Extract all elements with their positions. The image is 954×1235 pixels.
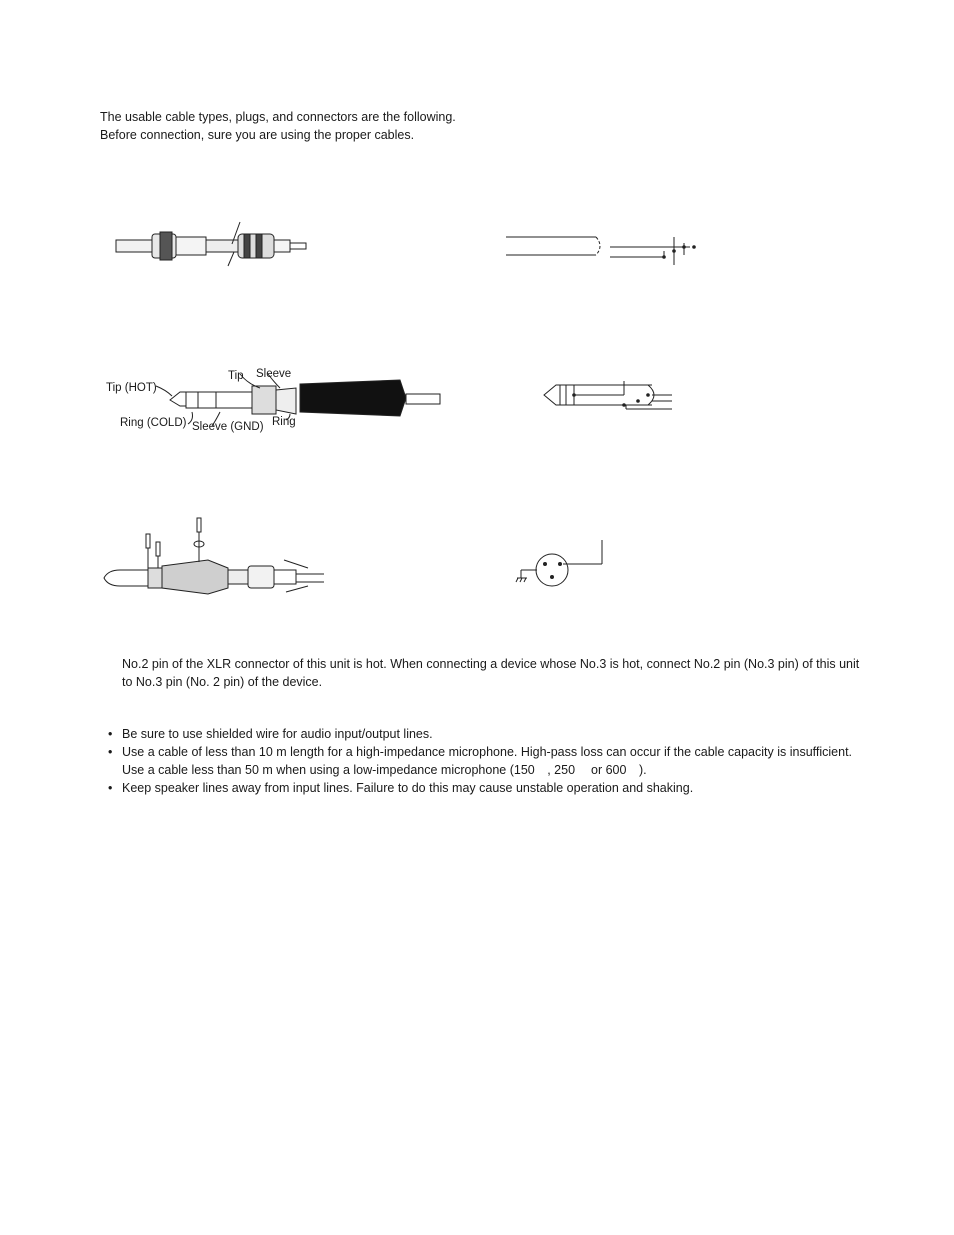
intro-line-1: The usable cable types, plugs, and connectors are the following. bbox=[100, 110, 456, 124]
xlr-pinout-schematic bbox=[515, 538, 615, 598]
intro-line-2: Before connection, sure you are using the proper cables. bbox=[100, 128, 415, 142]
list-item bbox=[108, 725, 868, 743]
bullet-marker: • bbox=[108, 745, 113, 759]
xlr-connector-illustration bbox=[98, 512, 333, 602]
phone-plug-schematic bbox=[538, 375, 678, 415]
precautions-list bbox=[108, 725, 868, 797]
list-item bbox=[108, 743, 868, 779]
label-sleeve-gnd: Sleeve (GND) bbox=[192, 421, 264, 433]
bullet-subtext: Use a cable less than 50 m when using a low-impedance microphone (150 , 250 or 600 ). bbox=[122, 763, 647, 777]
list-item bbox=[108, 779, 868, 797]
rca-schematic bbox=[500, 225, 710, 270]
label-tip-hot: Tip (HOT) bbox=[106, 382, 157, 394]
label-sleeve: Sleeve bbox=[256, 368, 292, 380]
bullet-text: Keep speaker lines away from input lines. Failure to do this may cause unstable operation and shaking. bbox=[122, 781, 694, 795]
phone-plug-illustration bbox=[100, 362, 445, 442]
label-tip: Tip bbox=[228, 370, 244, 382]
bullet-marker: • bbox=[108, 781, 113, 795]
xlr-hot-pin-note: No.2 pin of the XLR connector of this unit is hot. When connecting a device whose No.3 is hot, connect No.2 pin (No.3 pin) of this unit to No.3 pin (No. 2 pin) of the device. bbox=[122, 657, 860, 689]
rca-plug-illustration bbox=[110, 218, 320, 270]
bullet-text: Be sure to use shielded wire for audio input/output lines. bbox=[122, 727, 433, 741]
label-ring-cold: Ring (COLD) bbox=[120, 417, 187, 429]
label-ring: Ring bbox=[272, 416, 296, 428]
bullet-marker: • bbox=[108, 727, 113, 741]
bullet-text: Use a cable of less than 10 m length for a high-impedance microphone. High-pass loss can occur if the cable capacity is insufficient. bbox=[122, 745, 853, 759]
